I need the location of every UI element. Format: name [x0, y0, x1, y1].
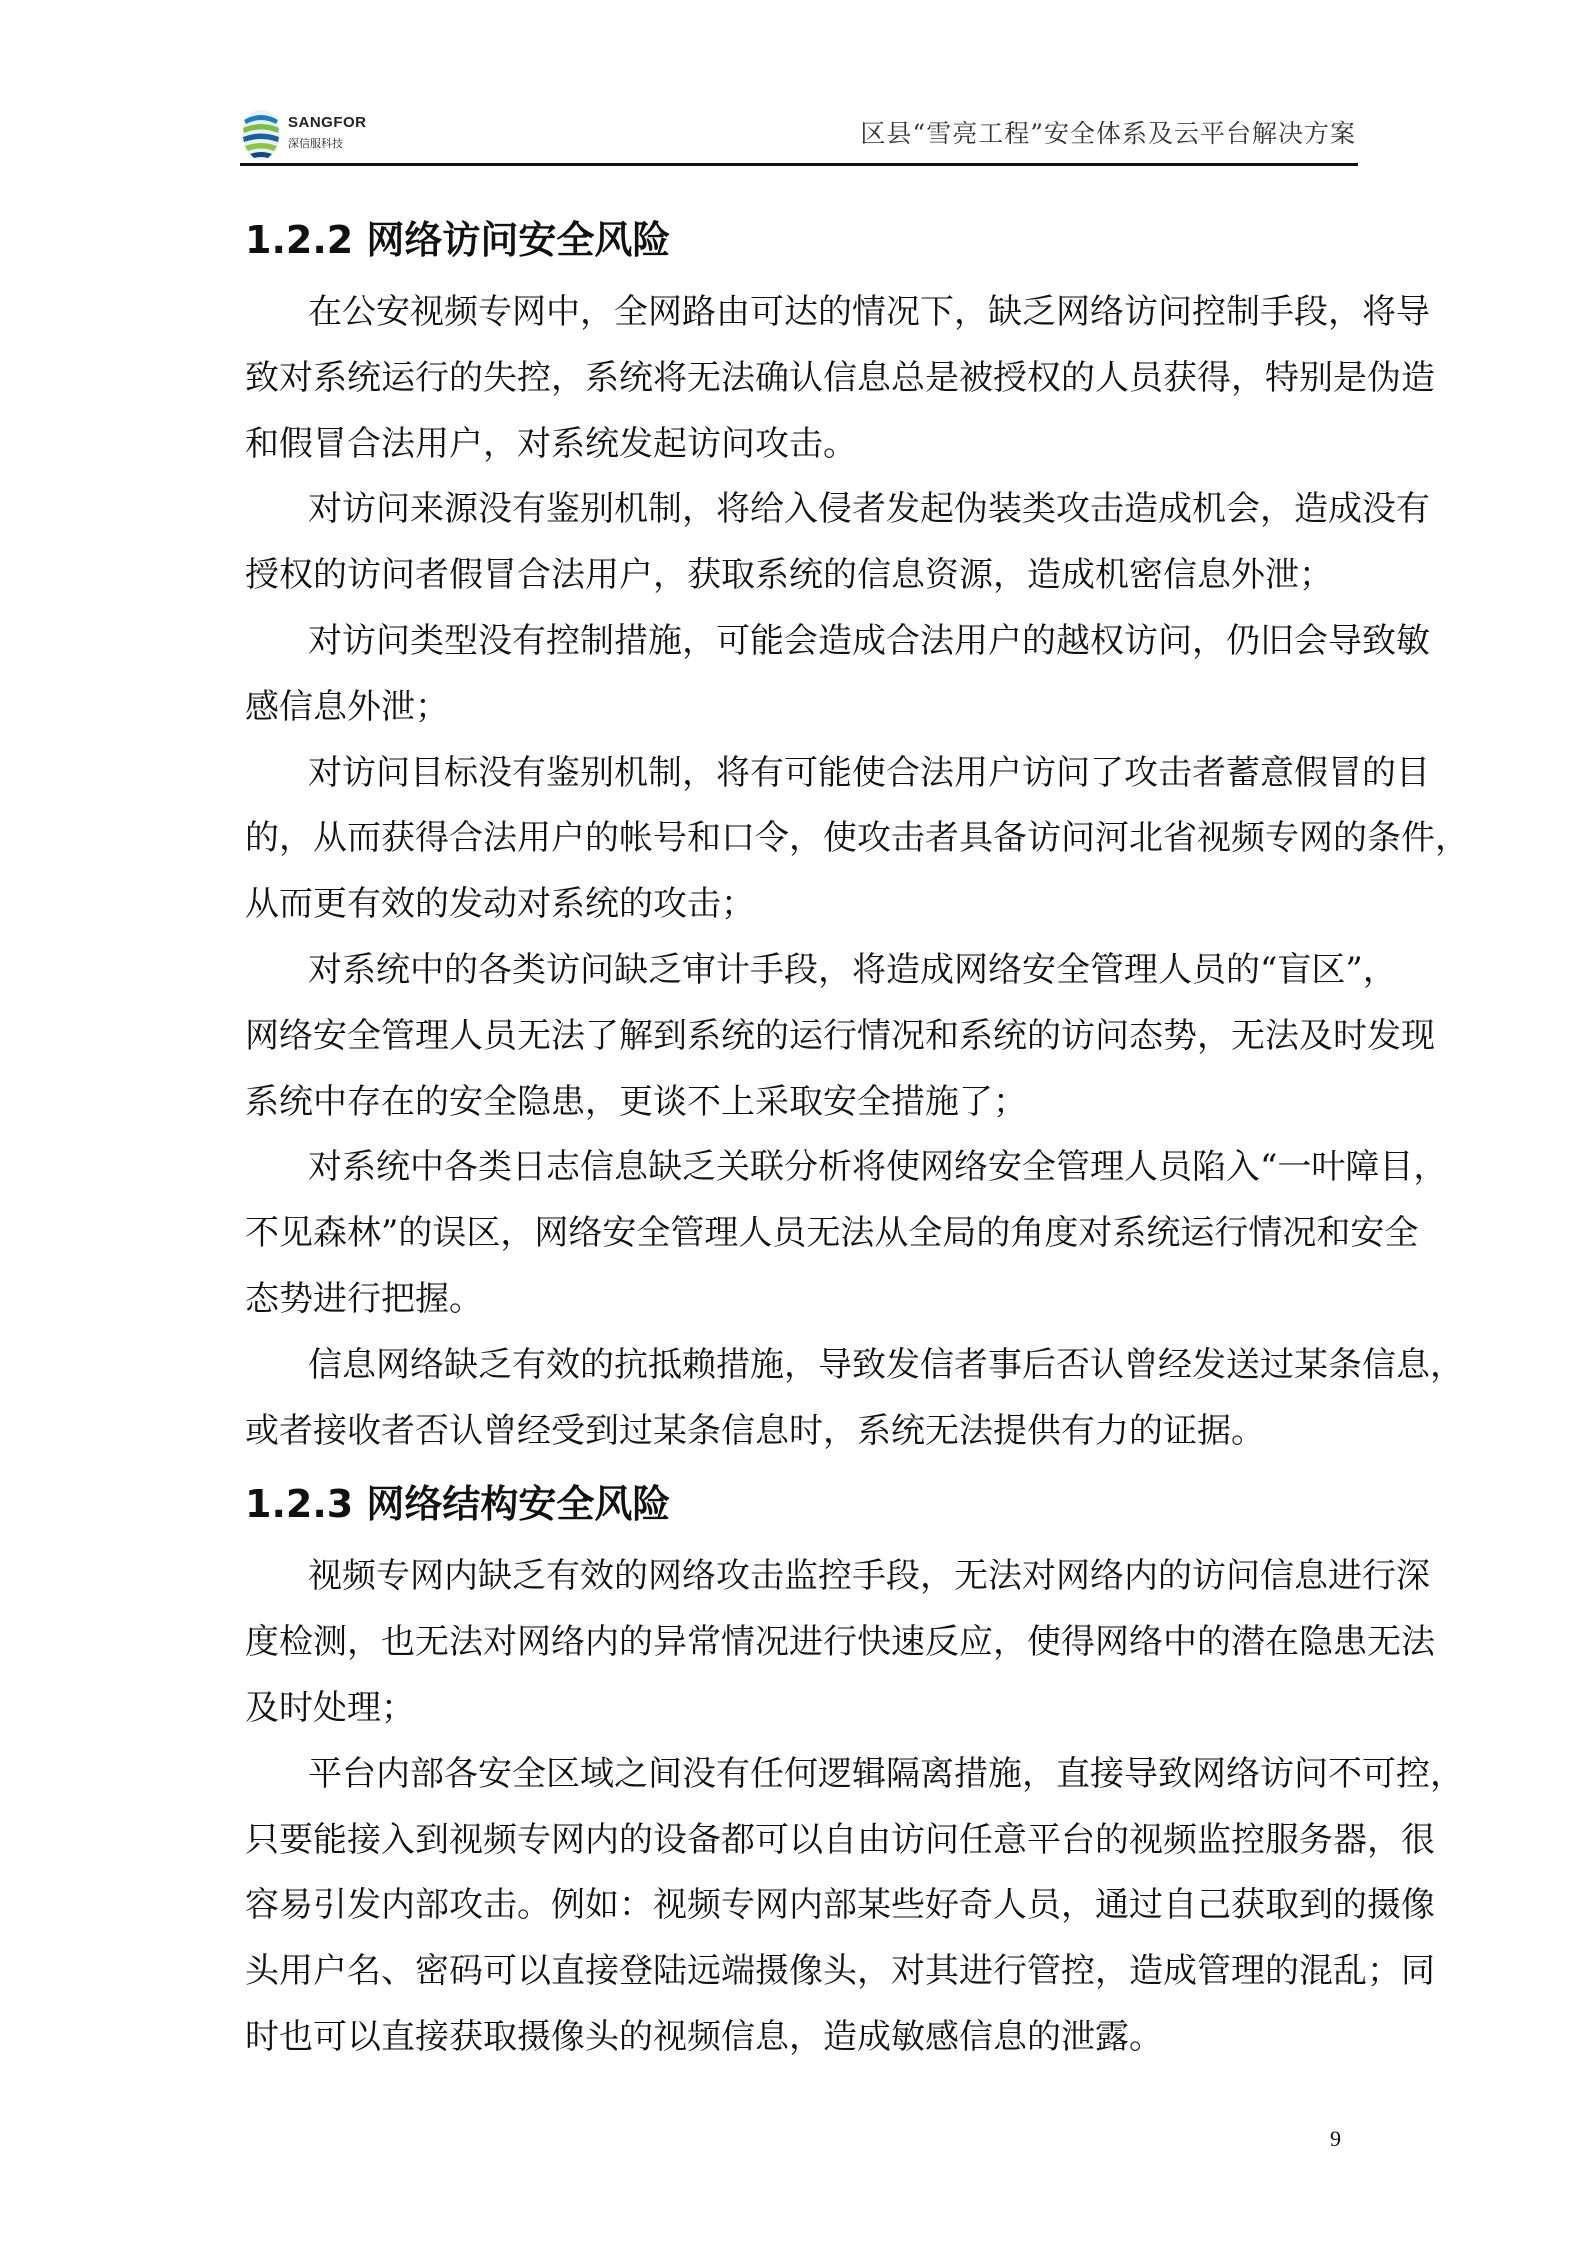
paragraph: [245, 477, 1430, 609]
paragraph: [245, 741, 1469, 938]
paragraph-line: 感信息外泄；: [245, 686, 449, 727]
paragraph-line: 对访问类型没有控制措施，可能会造成合法用户的越权访问，仍旧会导致敏: [308, 620, 1430, 661]
header-rule: [240, 163, 1358, 166]
paragraph: [245, 1135, 1448, 1332]
paragraph-line: 对访问来源没有鉴别机制，将给入侵者发起伪装类攻击造成机会，造成没有: [308, 489, 1430, 530]
paragraph-line: 容易引发内部攻击。例如：视频专网内部某些好奇人员，通过自己获取到的摄像: [245, 1885, 1435, 1926]
logo-name: SANGFOR: [288, 114, 367, 131]
paragraph-line: 对系统中的各类访问缺乏审计手段，将造成网络安全管理人员的“盲区”，: [308, 949, 1397, 990]
paragraph-line: 态势进行把握。: [245, 1278, 483, 1319]
paragraph-line: 致对系统运行的失控，系统将无法确认信息总是被授权的人员获得，特别是伪造: [245, 357, 1435, 398]
paragraph-line: 及时处理；: [245, 1687, 415, 1728]
document-title: 区县“雪亮工程”安全体系及云平台解决方案: [860, 119, 1356, 148]
paragraph: [245, 280, 1435, 477]
document-body: [245, 200, 1469, 2071]
paragraph-line: 头用户名、密码可以直接登陆远端摄像头，对其进行管控，造成管理的混乱；同: [245, 1951, 1435, 1992]
paragraph-line: 或者接收者否认曾经受到过某条信息时，系统无法提供有力的证据。: [245, 1410, 1265, 1451]
sangfor-logo: [240, 108, 390, 162]
paragraph-line: 时也可以直接获取摄像头的视频信息，造成敏感信息的泄露。: [245, 2016, 1163, 2057]
paragraph: [245, 1544, 1435, 1741]
logo-globe-icon: [240, 108, 282, 162]
paragraph-line: 在公安视频专网中，全网路由可达的情况下，缺乏网络访问控制手段，将导: [308, 292, 1430, 332]
section-heading: 1.2.3 网络结构安全风险: [245, 1482, 671, 1527]
section-heading: 1.2.2 网络访问安全风险: [245, 218, 671, 262]
logo-subtitle: 深信服科技: [288, 138, 343, 150]
paragraph-line: 对访问目标没有鉴别机制，将有可能使合法用户访问了攻击者蓄意假冒的目: [308, 752, 1430, 793]
paragraph-line: 度检测，也无法对网络内的异常情况进行快速反应，使得网络中的潜在隐患无法: [245, 1622, 1435, 1663]
paragraph-line: 对系统中各类日志信息缺乏关联分析将使网络安全管理人员陷入“一叶障目，: [308, 1147, 1448, 1188]
page-header: [240, 106, 1358, 164]
paragraph: [245, 1742, 1464, 2071]
paragraph-line: 和假冒合法用户，对系统发起访问攻击。: [245, 423, 857, 464]
paragraph-line: 视频专网内缺乏有效的网络攻击监控手段，无法对网络内的访问信息进行深: [308, 1556, 1430, 1597]
paragraph-line: 系统中存在的安全隐患，更谈不上采取安全措施了；: [245, 1081, 1027, 1122]
paragraph-line: 从而更有效的发动对系统的攻击；: [245, 884, 755, 925]
paragraph: [245, 938, 1435, 1135]
paragraph-line: 授权的访问者假冒合法用户，获取系统的信息资源，造成机密信息外泄；: [245, 555, 1333, 596]
paragraph-line: 的，从而获得合法用户的帐号和口令，使攻击者具备访问河北省视频专网的条件，: [245, 818, 1469, 859]
paragraph-line: 网络安全管理人员无法了解到系统的运行情况和系统的访问态势，无法及时发现: [245, 1015, 1435, 1056]
paragraph: [245, 1333, 1464, 1465]
paragraph-line: 不见森林”的误区，网络安全管理人员无法从全局的角度对系统运行情况和安全: [245, 1213, 1419, 1254]
page-number: 9: [1330, 2126, 1341, 2151]
paragraph: [245, 609, 1430, 741]
paragraph-line: 信息网络缺乏有效的抗抵赖措施，导致发信者事后否认曾经发送过某条信息，: [308, 1344, 1464, 1385]
paragraph-line: 平台内部各安全区域之间没有任何逻辑隔离措施，直接导致网络访问不可控，: [308, 1753, 1464, 1794]
paragraph-line: 只要能接入到视频专网内的设备都可以自由访问任意平台的视频监控服务器，很: [245, 1819, 1435, 1860]
